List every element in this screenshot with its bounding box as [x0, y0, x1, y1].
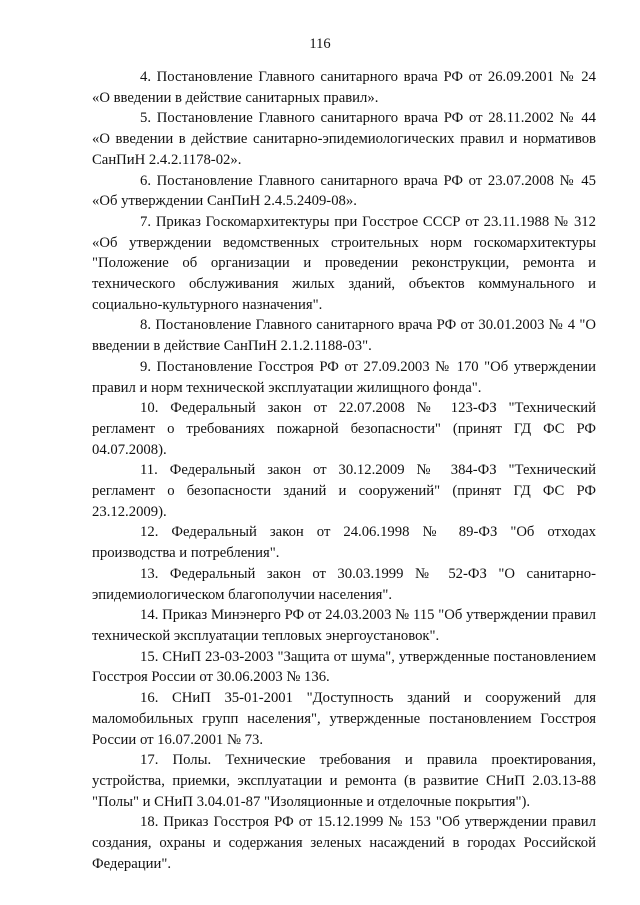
reference-item-6: 6. Постановление Главного санитарного врача РФ от 23.07.2008 № 45 «Об утверждении СанПиН 2.4.5.2409-08». — [92, 172, 596, 210]
reference-item-14: 14. Приказ Минэнерго РФ от 24.03.2003 № 115 "Об утверждении правил технической эксплуатации тепловых энергоустановок". — [92, 607, 596, 644]
reference-item-12: 12. Федеральный закон от 24.06.1998 № 89-ФЗ "Об отходах производства и потребления". — [92, 524, 596, 562]
page-number: 116 — [309, 36, 331, 52]
reference-item-11: 11. Федеральный закон от 30.12.2009 № 384-ФЗ "Технический регламент о безопасности зданий и сооружений" (принят ГД ФС РФ 23.12.2009). — [92, 462, 596, 520]
reference-item-17: 17. Полы. Технические требования и правила проектирования, устройства, приемки, эксплуатации и ремонта (в развитие СНиП 2.03.13-88 "Полы" и СНиП 3.04.01-87 "Изоляционные и отделочные покрытия"). — [92, 752, 596, 810]
reference-item-9: 9. Постановление Госстроя РФ от 27.09.2003 № 170 "Об утверждении правил и норм технической эксплуатации жилищного фонда". — [92, 358, 596, 396]
reference-list — [92, 67, 596, 874]
reference-item-8: 8. Постановление Главного санитарного врача РФ от 30.01.2003 № 4 "О введении в действие СанПиН 2.1.2.1188-03". — [92, 317, 596, 355]
reference-item-4: 4. Постановление Главного санитарного врача РФ от 26.09.2001 № 24 «О введении в действие санитарных правил». — [92, 69, 596, 106]
reference-item-10: 10. Федеральный закон от 22.07.2008 № 123-ФЗ "Технический регламент о требованиях пожарной безопасности" (принят ГД ФС РФ 04.07.2008). — [92, 400, 596, 458]
reference-item-13: 13. Федеральный закон от 30.03.1999 № 52-ФЗ "О санитарно-эпидемиологическом благополучии населения". — [92, 565, 596, 603]
reference-item-18: 18. Приказ Госстроя РФ от 15.12.1999 № 153 "Об утверждении правил создания, охраны и содержания зеленых насаждений в городах Российской Федерации". — [92, 814, 596, 872]
reference-item-5: 5. Постановление Главного санитарного врача РФ от 28.11.2002 № 44 «О введении в действие санитарно-эпидемиологических правил и нормативов СанПиН 2.4.2.1178-02». — [92, 110, 596, 168]
reference-item-7: 7. Приказ Госкомархитектуры при Госстрое СССР от 23.11.1988 № 312 «Об утверждении ведомственных строительных норм госкомархитектуры "Положение об организации и проведении реконструкции, ремонта и технического обслуживания жилых зданий, объектов коммунального и социально-культурного назначения". — [92, 213, 596, 313]
reference-item-16: 16. СНиП 35-01-2001 "Доступность зданий и сооружений для маломобильных групп населения", утвержденные постановлением Госстроя России от 16.07.2001 № 73. — [92, 690, 596, 748]
reference-item-15: 15. СНиП 23-03-2003 "Защита от шума", утвержденные постановлением Госстроя России от 30.06.2003 № 136. — [92, 648, 596, 686]
